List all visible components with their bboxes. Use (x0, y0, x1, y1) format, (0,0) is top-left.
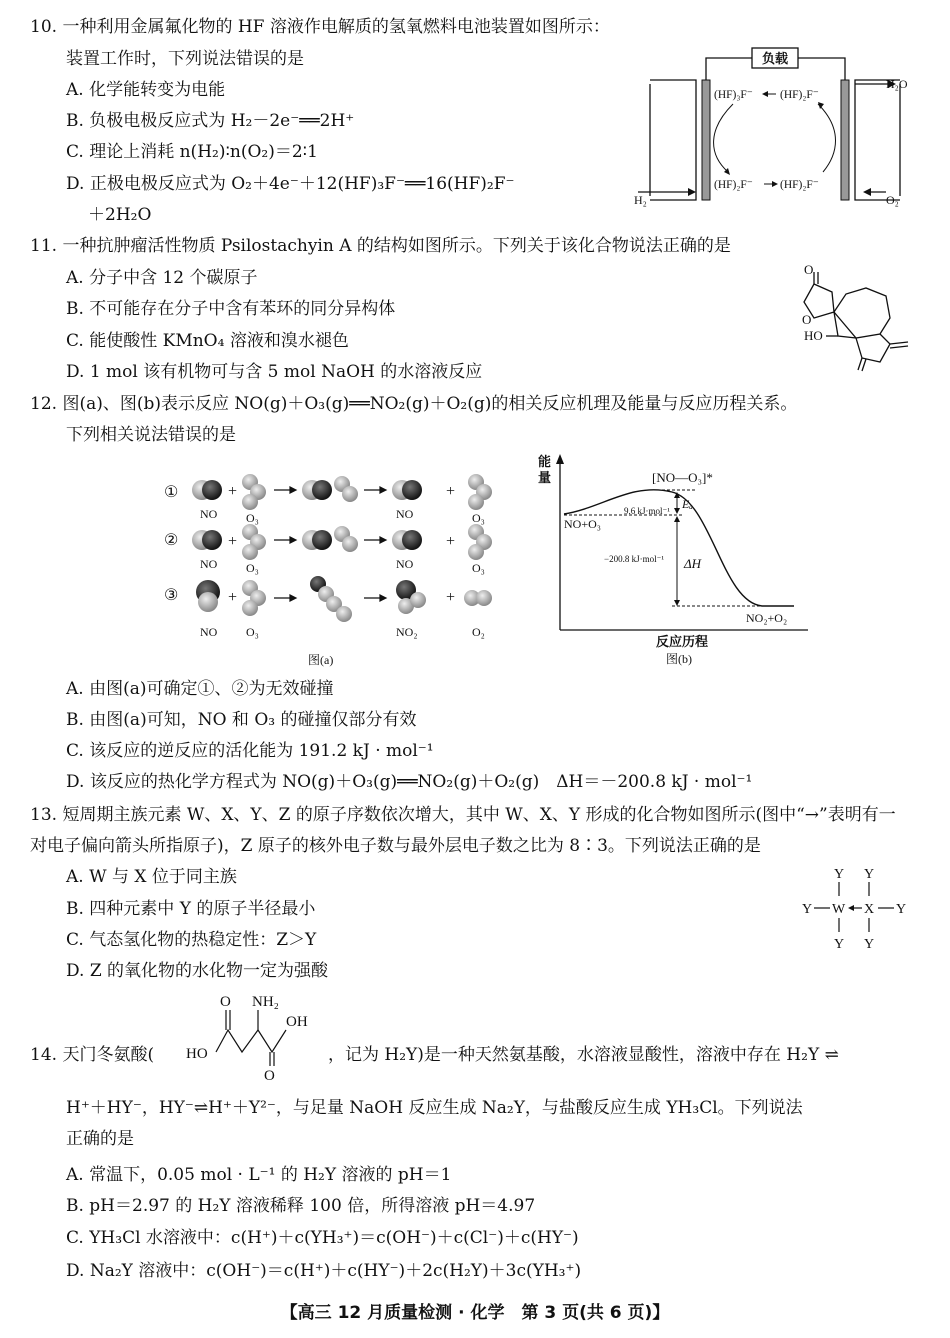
q14-stem-line3: 正确的是 (66, 1129, 134, 1149)
row2-no: NO (200, 557, 218, 571)
atom-y-right: Y (896, 902, 907, 917)
psilostachyin-structure (800, 262, 922, 380)
row3-o3: O₃ (246, 625, 259, 639)
row1-marker: ① (164, 484, 179, 501)
h2o-label: H₂O (886, 77, 908, 91)
svg-text:+: + (446, 483, 456, 500)
q14-option-c: C. YH₃Cl 水溶液中：c(H⁺)＋c(YH₃⁺)＝c(OH⁻)＋c(Cl⁻)＋c(HY⁻) (66, 1228, 579, 1248)
species-bottom-right: (HF)₂F⁻ (780, 179, 819, 191)
species-top-left: (HF)₃F⁻ (714, 89, 753, 101)
y-axis-label-2: 量 (538, 470, 552, 485)
q10-option-c: C. 理论上消耗 n(H₂)∶n(O₂)＝2∶1 (66, 142, 318, 162)
row3-molecules (196, 576, 492, 622)
q14-stem-prefix: 14. 天门冬氨酸( (30, 1045, 155, 1065)
amino-group: NH₂ (252, 994, 279, 1010)
atom-w: W (832, 902, 846, 917)
ea-label: Eₐ (682, 497, 693, 511)
row2-marker: ② (164, 532, 179, 549)
q11-stem: 11. 一种抗肿瘤活性物质 Psilostachyin A 的结构如图所示。下列关于该化合物说法正确的是 (30, 236, 731, 256)
q12-option-b: B. 由图(a)可知，NO 和 O₃ 的碰撞仅部分有效 (66, 710, 417, 730)
wxy-compound-structure (798, 862, 910, 954)
carbonyl-o-right: O (264, 1068, 275, 1082)
atom-y-top-left: Y (834, 867, 845, 882)
energy-200-8-label: −200.8 kJ·mol⁻¹ (604, 554, 665, 564)
q10-option-a: A. 化学能转变为电能 (66, 80, 226, 100)
q10-option-d-cont: ＋2H₂O (88, 205, 152, 225)
reactants-label: NO+O₃ (564, 517, 601, 531)
q11-option-c: C. 能使酸性 KMnO₄ 溶液和溴水褪色 (66, 331, 349, 351)
svg-text:+: + (228, 589, 238, 606)
o2-label: O₂ (886, 193, 899, 207)
y-axis-label-1: 能 (538, 454, 552, 469)
energy-9-6-label: 9.6 kJ·mol⁻¹ (624, 506, 670, 516)
species-top-right: (HF)₂F⁻ (780, 89, 819, 101)
q14-option-a: A. 常温下，0.05 mol · L⁻¹ 的 H₂Y 溶液的 pH＝1 (66, 1165, 452, 1185)
svg-text:+: + (228, 483, 238, 500)
hydroxyl-left: HO (186, 1046, 208, 1062)
row1-o3-after: O₃ (472, 511, 485, 525)
q13-stem-line2: 对电子偏向箭头所指原子)，Z 原子的核外电子数与最外层电子数之比为 8∶3。下列说法正确的是 (30, 836, 761, 856)
q14-stem-suffix: ，记为 H₂Y)是一种天然氨基酸，水溶液显酸性，溶液中存在 H₂Y ⇌ (328, 1045, 839, 1065)
q12-option-a: A. 由图(a)可确定①、②为无效碰撞 (66, 679, 334, 699)
aspartic-acid-structure (182, 990, 332, 1082)
q10-option-d: D. 正极电极反应式为 O₂＋4e⁻＋12(HF)₃F⁻══16(HF)₂F⁻ (66, 174, 515, 194)
q10-option-b: B. 负极电极反应式为 H₂－2e⁻══2H⁺ (66, 111, 355, 131)
q14-option-d: D. Na₂Y 溶液中：c(OH⁻)＝c(H⁺)＋c(HY⁻)＋2c(H₂Y)＋3c(YH₃⁺) (66, 1261, 582, 1281)
atom-y-left: Y (802, 902, 813, 917)
row3-o2: O₂ (472, 625, 485, 639)
figure-b-caption: 图(b) (666, 652, 692, 666)
atom-y-bottom-right: Y (864, 937, 875, 952)
species-bottom-left: (HF)₂F⁻ (714, 179, 753, 191)
q10-stem-line2: 装置工作时，下列说法错误的是 (66, 49, 304, 69)
q12-option-c: C. 该反应的逆反应的活化能为 191.2 kJ · mol⁻¹ (66, 741, 434, 761)
row2-no-after: NO (396, 557, 414, 571)
row2-o3-after: O₃ (472, 561, 485, 575)
svg-text:+: + (446, 533, 456, 550)
transition-state-label: [NO—O₃]* (652, 470, 713, 485)
atom-y-top-right: Y (864, 867, 875, 882)
atom-x: X (864, 902, 875, 917)
carbonyl-o-top: O (804, 262, 814, 277)
row3-no2: NO₂ (396, 625, 418, 639)
hydroxyl-right: OH (286, 1014, 308, 1030)
figure-b-energy-profile (532, 452, 814, 670)
delta-h-label: ΔH (684, 556, 702, 571)
hydroxyl-label: HO (804, 328, 823, 343)
figure-a-collision (150, 460, 520, 670)
q11-option-a: A. 分子中含 12 个碳原子 (66, 268, 258, 288)
q10-stem-line1: 10. 一种利用金属氟化物的 HF 溶液作电解质的氢氧燃料电池装置如图所示： (30, 17, 610, 37)
row2-o3: O₃ (246, 561, 259, 575)
q13-stem-line1: 13. 短周期主族元素 W、X、Y、Z 的原子序数依次增大，其中 W、X、Y 形成的化合物如图所示(图中“→”表明有一 (30, 805, 896, 825)
row3-no: NO (200, 625, 218, 639)
q12-stem-line2: 下列相关说法错误的是 (66, 425, 236, 445)
q14-stem-line2: H⁺＋HY⁻，HY⁻⇌H⁺＋Y²⁻，与足量 NaOH 反应生成 Na₂Y，与盐酸反应生成 YH₃Cl。下列说法 (66, 1098, 803, 1118)
row3-marker: ③ (164, 587, 179, 604)
atom-y-bottom-left: Y (834, 937, 845, 952)
carbonyl-o-left: O (220, 994, 231, 1010)
page-footer: 【高三 12 月质量检测 · 化学 第 3 页(共 6 页)】 (280, 1303, 670, 1323)
svg-text:+: + (228, 533, 238, 550)
h2-label: H₂ (634, 193, 647, 207)
q12-option-d: D. 该反应的热化学方程式为 NO(g)＋O₃(g)══NO₂(g)＋O₂(g) ΔH＝－200.8 kJ · mol⁻¹ (66, 772, 753, 792)
x-axis-label: 反应历程 (656, 634, 709, 649)
row2-molecules (192, 524, 492, 560)
q14-option-b: B. pH＝2.97 的 H₂Y 溶液稀释 100 倍，所得溶液 pH＝4.97 (66, 1196, 536, 1216)
ring-o-top: O (802, 312, 812, 327)
products-label: NO₂+O₂ (746, 611, 788, 625)
q11-option-d: D. 1 mol 该有机物可与含 5 mol NaOH 的水溶液反应 (66, 362, 483, 382)
row1-o3: O₃ (246, 511, 259, 525)
load-label: 负载 (761, 51, 789, 66)
row1-no: NO (200, 507, 218, 521)
q13-option-c: C. 气态氢化物的热稳定性：Z＞Y (66, 930, 317, 950)
svg-text:+: + (446, 589, 456, 606)
q13-option-d: D. Z 的氧化物的水化物一定为强酸 (66, 961, 329, 981)
q13-option-a: A. W 与 X 位于同主族 (66, 867, 237, 887)
row1-molecules (192, 474, 492, 510)
fuel-cell-diagram (628, 44, 920, 210)
figure-a-caption: 图(a) (308, 653, 334, 667)
q12-stem-line1: 12. 图(a)、图(b)表示反应 NO(g)＋O₃(g)══NO₂(g)＋O₂(g)的相关反应机理及能量与反应历程关系。 (30, 394, 798, 414)
row1-no-after: NO (396, 507, 414, 521)
q13-option-b: B. 四种元素中 Y 的原子半径最小 (66, 899, 316, 919)
q11-option-b: B. 不可能存在分子中含有苯环的同分异构体 (66, 299, 396, 319)
